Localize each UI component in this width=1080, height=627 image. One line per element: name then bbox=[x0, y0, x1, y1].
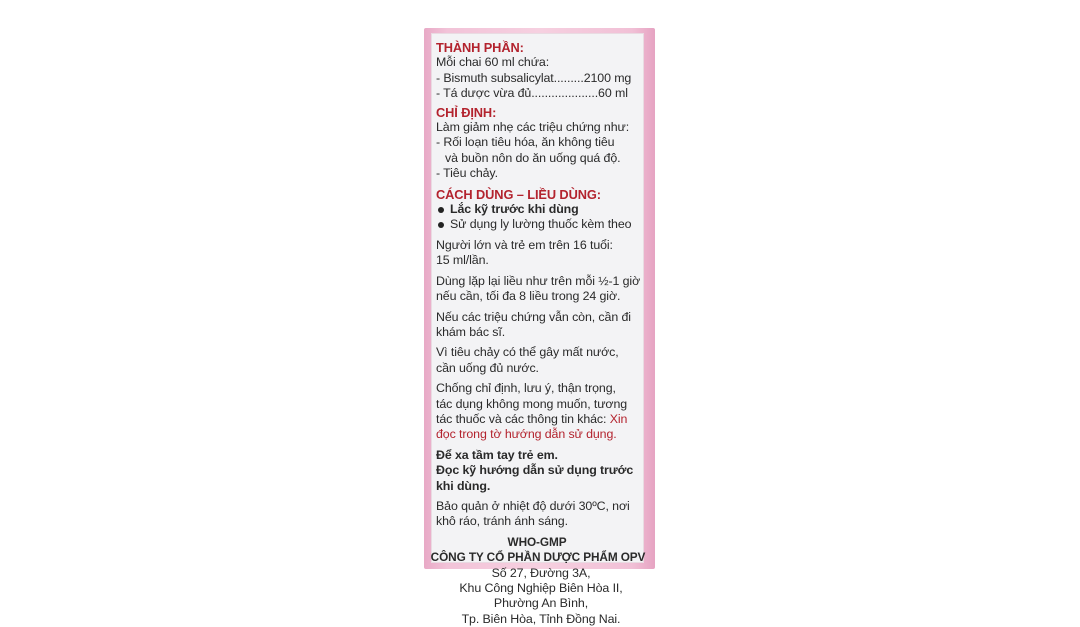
warning-line: Để xa tầm tay trẻ em. bbox=[436, 447, 558, 462]
ingredient-item: - Tá dược vừa đủ....................60 ml bbox=[436, 86, 628, 101]
dosage-doctor: Nếu các triệu chứng vẫn còn, cần đi bbox=[436, 309, 631, 324]
dosage-repeat: nếu cần, tối đa 8 liều trong 24 giờ. bbox=[436, 289, 621, 304]
indications-title: CHỈ ĐỊNH: bbox=[436, 104, 497, 120]
dosage-adult: 15 ml/lần. bbox=[436, 253, 489, 268]
indication-line: - Tiêu chảy. bbox=[436, 166, 498, 181]
company-address: Số 27, Đường 3A, bbox=[491, 565, 591, 580]
dosage-bullet: Sử dụng ly lường thuốc kèm theo bbox=[436, 217, 646, 232]
company-address: Phường An Bình, bbox=[493, 596, 589, 611]
warning-line: Đọc kỹ hướng dẫn sử dụng trước bbox=[436, 463, 634, 478]
ingredients-per-bottle: Mỗi chai 60 ml chứa: bbox=[436, 55, 550, 70]
bullet-icon bbox=[438, 222, 444, 228]
company-name: CÔNG TY CỔ PHẦN DƯỢC PHẨM OPV bbox=[430, 550, 646, 565]
contraindication-line: Chống chỉ định, lưu ý, thận trọng, bbox=[436, 381, 616, 396]
dosage-adult: Người lớn và trẻ em trên 16 tuổi: bbox=[436, 237, 613, 252]
dosage-repeat: Dùng lặp lại liều như trên mỗi ½-1 giờ bbox=[436, 273, 641, 288]
storage-line: khô ráo, tránh ánh sáng. bbox=[436, 514, 568, 529]
ingredients-title: THÀNH PHẦN: bbox=[436, 40, 524, 55]
dosage-doctor: khám bác sĩ. bbox=[436, 324, 506, 339]
dosage-water: Vì tiêu chảy có thể gây mất nước, bbox=[436, 345, 619, 360]
ingredient-item: - Bismuth subsalicylat.........2100 mg bbox=[436, 70, 632, 85]
contraindication-line: tác thuốc và các thông tin khác: Xin bbox=[436, 411, 628, 426]
dosage-title: CÁCH DÙNG – LIỀU DÙNG: bbox=[436, 186, 601, 202]
bullet-icon bbox=[438, 207, 444, 213]
gmp-badge: WHO-GMP bbox=[507, 534, 567, 549]
contraindication-line: tác dụng không mong muốn, tương bbox=[436, 396, 628, 411]
label-content bbox=[430, 40, 646, 627]
company-address: Tp. Biên Hòa, Tỉnh Đồng Nai. bbox=[461, 611, 621, 626]
indications-intro: Làm giảm nhẹ các triệu chứng như: bbox=[436, 120, 630, 135]
dosage-water: cần uống đủ nước. bbox=[436, 360, 539, 375]
storage-line: Bảo quản ở nhiệt độ dưới 30ºC, nơi bbox=[436, 498, 630, 513]
dosage-bullet: Lắc kỹ trước khi dùng bbox=[436, 202, 646, 217]
company-address: Khu Công Nghiệp Biên Hòa II, bbox=[459, 581, 623, 595]
warning-line: khi dùng. bbox=[436, 478, 491, 493]
indication-line: - Rối loạn tiêu hóa, ăn không tiêu bbox=[436, 135, 615, 150]
indication-line: và buồn nôn do ăn uống quá độ. bbox=[445, 150, 621, 165]
contraindication-red-line: đọc trong tờ hướng dẫn sử dụng. bbox=[436, 427, 617, 442]
